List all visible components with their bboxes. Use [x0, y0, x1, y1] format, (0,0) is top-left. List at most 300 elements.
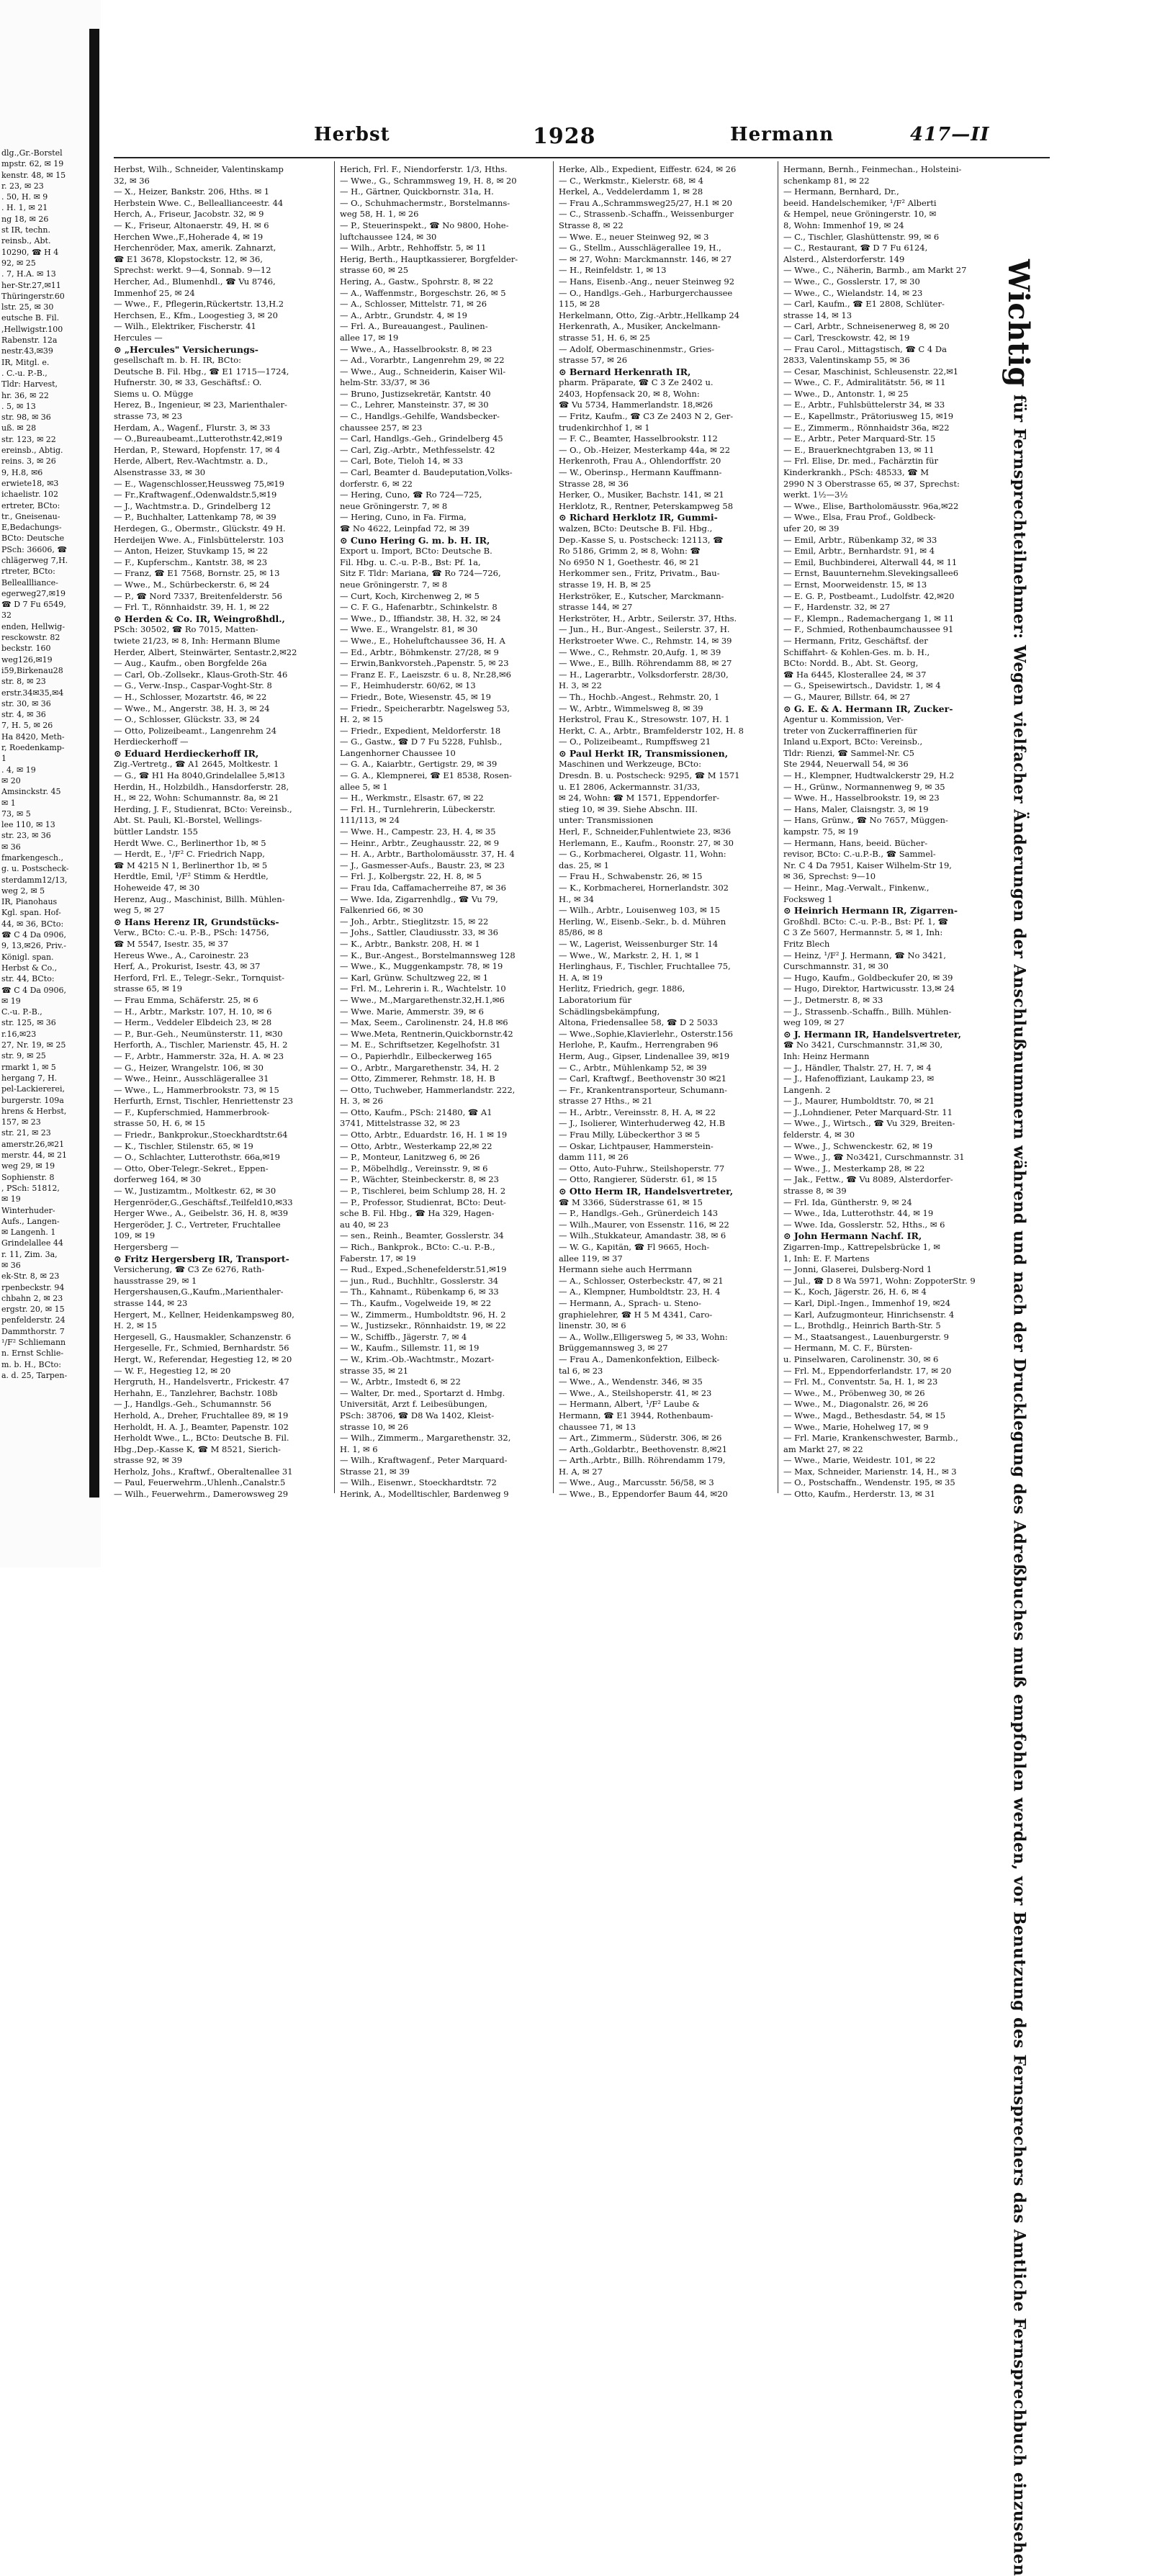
directory-entry: — O., Arbtr., Margarethenstr. 34, H. 2 [340, 1062, 500, 1073]
directory-entry: — E., Brauerknechtgraben 13, ✉ 11 [783, 444, 935, 455]
directory-entry: strasse 144, ✉ 23 [114, 1297, 188, 1308]
fragment-line: , PSch: 51812, [1, 1183, 60, 1193]
directory-entry: — F., Kupferschmied, Hammerbrook- [114, 1107, 270, 1117]
directory-entry: — Wwe. H., Hasselbrookstr. 19, ✉ 23 [783, 793, 940, 803]
directory-entry: — H., Gärtner, Quickbornstr. 31a, H. [340, 186, 494, 197]
directory-entry: Maschinen und Werkzeuge, BCto: [559, 759, 701, 770]
directory-entry: Altona, Friedensallee 58, ☎ D 2 5033 [559, 1017, 719, 1028]
directory-entry: — Rud., Exped.,Schenefelderstr.51,✉19 [340, 1264, 507, 1275]
directory-entry: — H., Grünw., Normannenweg 9, ✉ 35 [783, 781, 945, 792]
directory-entry: Herkströter, H., Arbtr., Seilerstr. 37, Hths. [559, 613, 737, 623]
fragment-line: mpstr. 62, ✉ 19 [1, 159, 64, 169]
fragment-line: r. 11, Zim. 3a, [1, 1249, 58, 1259]
directory-entry: — G., Gastw., ☎ D 7 Fu 5228, Fuhlsb., [340, 737, 503, 747]
directory-entry: — Franz E. F., Laeiszstr. 6 u. 8, Nr.28,✉6 [340, 669, 511, 680]
directory-entry: — Wwe., J., Schwenckestr. 62, ✉ 19 [783, 1140, 933, 1151]
directory-entry: ⊙ Fritz Hergersberg IR, Transport- [114, 1253, 289, 1264]
directory-entry: tal 6, ✉ 23 [559, 1365, 603, 1376]
directory-entry: Hermann siehe auch Herrmann [559, 1264, 692, 1275]
directory-entry: ☎ No 4622, Leinpfad 72, ✉ 39 [340, 523, 470, 533]
directory-entry: — P., Bur.-Geh., Neumünsterstr. 11, ✉30 [114, 1028, 283, 1039]
directory-entry: — Otto, Zimmerer, Rehmstr. 18, H. B [340, 1073, 495, 1084]
fragment-line: Belleallliance- [1, 577, 58, 587]
directory-entry: — Th., Kahnamt., Rübenkamp 6, ✉ 33 [340, 1287, 499, 1297]
directory-entry: — Frl. Ida, Güntherstr. 9, ✉ 24 [783, 1197, 912, 1207]
directory-entry: — C., Lehrer, Mansteinstr. 37, ✉ 30 [340, 400, 489, 410]
directory-entry: — P., Professor, Studienrat, BCto: Deut- [340, 1197, 506, 1207]
directory-entry: 1, Inh: E. F. Martens [783, 1253, 870, 1264]
directory-entry: — W. G., Kapitän, ☎ Fl 9665, Hoch- [559, 1242, 710, 1252]
directory-entry: Hergeselle, Fr., Schmied, Bernhardstr. 56 [114, 1343, 289, 1354]
directory-entry: — Carl, Tresckowstr. 42, ✉ 19 [783, 332, 910, 343]
fragment-line: str. 9, ✉ 25 [1, 1051, 46, 1061]
directory-entry: — Wwe., W., Markstr. 2, H. 1, ✉ 1 [559, 950, 700, 960]
fragment-line: IR, Mitgl. e. [1, 357, 50, 367]
directory-entry: Schiffahrt- & Kohlen-Ges. m. b. H., [783, 647, 930, 657]
fragment-line: chbahn 2, ✉ 23 [1, 1293, 63, 1303]
fragment-line: ☎ C 4 Da 0906, [1, 930, 66, 940]
directory-entry: — K., Tischler, Stilenstr. 65, ✉ 19 [114, 1140, 253, 1151]
fragment-line: 27, Nr. 19, ✉ 25 [1, 1040, 66, 1050]
directory-entry: — Jak., Fettw., ☎ Vu 8089, Alsterdorfer- [783, 1174, 953, 1185]
directory-entry: luftchaussee 124, ✉ 30 [340, 231, 437, 242]
fragment-line: tr., Gneisenau- [1, 511, 60, 521]
directory-entry: Herkt, C. A., Arbtr., Bramfelderstr 102, H. 8 [559, 725, 744, 736]
fragment-line: m. b. H., BCto: [1, 1359, 61, 1369]
directory-entry: Herder, Albert, Steinwärter, Sentastr.2,✉22 [114, 647, 297, 657]
directory-entry: Herdegen, G., Obermstr., Glückstr. 49 H. [114, 523, 286, 533]
directory-entry: — W., Krim.-Ob.-Wachtmstr., Mozart- [340, 1354, 495, 1364]
page-number: 417—II [910, 124, 990, 145]
directory-entry: — P., Monteur, Lanitzweg 6, ✉ 26 [340, 1152, 480, 1163]
directory-entry: allee 5, ✉ 1 [340, 781, 388, 792]
directory-entry: — Otto, Tuchweber, Hammerlandstr. 222, [340, 1084, 516, 1095]
fragment-line: erwiete18, ✉3 [1, 478, 59, 488]
directory-entry: strasse 144, ✉ 27 [559, 602, 633, 613]
left-page-margin [0, 0, 101, 1567]
fragment-line: . 4, ✉ 19 [1, 765, 36, 775]
directory-entry: strasse 92, ✉ 39 [114, 1455, 183, 1466]
directory-entry: — G., Heizer, Wrangelstr. 106, ✉ 30 [114, 1062, 264, 1073]
fragment-line: str. 123, ✉ 22 [1, 434, 56, 444]
directory-entry: — X., Heizer, Bankstr. 206, Hths. ✉ 1 [114, 186, 270, 197]
directory-entry: strasse 19, H. B, ✉ 25 [559, 579, 652, 590]
directory-entry: 85/86, ✉ 8 [559, 927, 603, 938]
directory-entry: — Hermann, Albert, ¹/F² Laube & [559, 1399, 700, 1410]
directory-entry: — Arth.,Goldarbtr., Beethovenstr. 8,✉21 [559, 1444, 728, 1454]
directory-entry: — Wwe., M., Schürbeckerstr. 6, ✉ 24 [114, 579, 270, 590]
directory-entry: sche B. Fil. Hbg., ☎ Ha 329, Hagen- [340, 1208, 495, 1219]
directory-entry: Export u. Import, BCto: Deutsche B. [340, 546, 492, 557]
directory-entry: trudenkirchhof 1, ✉ 1 [559, 422, 650, 433]
fragment-line: . C.-u. P.-B., [1, 368, 48, 378]
fragment-line: weg 29, ✉ 19 [1, 1161, 55, 1171]
directory-entry: weg 5, ✉ 27 [114, 905, 165, 916]
directory-entry: ⊙ G. E. & A. Hermann IR, Zucker- [783, 703, 953, 714]
directory-entry: — W., Kaufm., Sillemstr. 11, ✉ 19 [340, 1343, 480, 1354]
directory-entry: Brüggemannsweg 3, ✉ 27 [559, 1343, 668, 1354]
directory-entry: strasse 10, ✉ 26 [340, 1421, 409, 1432]
directory-entry: — Joh., Arbtr., Stieglitzstr. 15, ✉ 22 [340, 916, 489, 927]
directory-entry: Siems u. O. Mügge [114, 388, 194, 399]
directory-entry: Hoheweide 47, ✉ 30 [114, 883, 200, 893]
directory-entry: — O., Polizeibeamt., Rumpffsweg 21 [559, 737, 711, 747]
directory-entry: Herig, Berth., Hauptkassierer, Borgfelder- [340, 253, 518, 264]
directory-entry: No 6950 N 1, Goethestr. 46, ✉ 21 [559, 557, 700, 567]
directory-entry: — A., Klempner, Humboldtstr. 23, H. 4 [559, 1287, 721, 1297]
fragment-line: Thüringerstr.60 [1, 291, 65, 301]
directory-entry: ☎ E1 3678, Klopstockstr. 12, ✉ 36, [114, 253, 263, 264]
fragment-line: ✉ 19 [1, 996, 21, 1006]
directory-entry: — Wwe., M., Pröbenweg 30, ✉ 26 [783, 1387, 925, 1398]
fragment-line: egerweg27,✉19 [1, 588, 66, 598]
directory-entry: — Frau H., Schwabenstr. 26, ✉ 15 [559, 871, 703, 882]
directory-entry: Zigarren-Imp., Kattrepelsbrücke 1, ✉ [783, 1242, 940, 1252]
directory-entry: ☎ Ha 6445, Klosterallee 24, ✉ 37 [783, 669, 927, 680]
fragment-line: merstr. 44, ✉ 21 [1, 1150, 68, 1161]
fragment-line: st IR, techn. [1, 225, 50, 235]
directory-entry: — C., Werkmstr., Kielerstr. 68, ✉ 4 [559, 175, 703, 186]
directory-entry: — Karl, Grünw. Schultzweg 22, ✉ 1 [340, 972, 489, 983]
fragment-line: ¹/F² Schliemann [1, 1338, 66, 1348]
directory-entry: Herkströker, E., Kutscher, Marckmann- [559, 590, 724, 601]
directory-entry: — E., Kapellmstr., Prätoriusweg 15, ✉19 [783, 411, 954, 422]
directory-entry: — K., Bur.-Angest., Borstelmannsweg 128 [340, 950, 516, 960]
fragment-line: ergstr. 20, ✉ 15 [1, 1305, 65, 1315]
directory-entry: — P., Steuerinspekt., ☎ No 9800, Hohe- [340, 220, 509, 230]
directory-entry: — Jul., ☎ D 8 Wa 5971, Wohn: ZoppoterStr. 9 [783, 1275, 976, 1286]
directory-entry: — Wwe., K., Muggenkampstr. 78, ✉ 19 [340, 961, 503, 972]
directory-entry: ⊙ Otto Herm IR, Handelsvertreter, [559, 1186, 734, 1197]
directory-entry: — P., Buchhalter, Lattenkamp 78, ✉ 39 [114, 512, 276, 523]
directory-entry: 115, ✉ 28 [559, 299, 600, 310]
directory-entry: — Wwe. E., Wrangelstr. 81, ✉ 30 [340, 624, 478, 635]
directory-entry: Deutsche B. Fil. Hbg., ☎ E1 1715—1724, [114, 366, 289, 377]
fragment-line: dlg.,Gr.-Borstel [1, 148, 63, 158]
directory-entry: — Otto, Arbtr., Westerkamp 22,✉ 22 [340, 1140, 492, 1151]
directory-entry: — Herdt, E., ¹/F² C. Friedrich Napp, [114, 849, 265, 860]
directory-entry: Herm, Aug., Gipser, Lindenallee 39, ✉19 [559, 1050, 730, 1061]
directory-entry: Herke, Alb., Expedient, Eiffestr. 624, ✉ 26 [559, 164, 737, 174]
directory-entry: stieg 10, ✉ 39. Siehe Abschn. III. [559, 803, 698, 814]
fragment-line: E,Bedachungs- [1, 523, 62, 533]
directory-entry: PSch: 30502, ☎ Ro 7015, Matten- [114, 624, 258, 635]
directory-entry: Langenhorner Chaussee 10 [340, 747, 456, 758]
directory-entry: — Arth.,Arbtr., Billh. Röhrendamm 179, [559, 1455, 726, 1466]
directory-entry: — J., Isolierer, Winterhuderweg 42, H.B [559, 1118, 726, 1129]
directory-entry: pharm. Präparate, ☎ C 3 Ze 2402 u. [559, 377, 714, 388]
directory-entry: — E. G. P., Postbeamt., Ludolfstr. 42,✉20 [783, 590, 955, 601]
directory-entry: — Hans, Maler, Claisngstr. 3, ✉ 19 [783, 803, 929, 814]
directory-entry: — Wwe., C., Näherin, Barmb., am Markt 27 [783, 265, 967, 276]
directory-entry: Hergesell, G., Hausmakler, Schanzenstr. 6 [114, 1331, 292, 1342]
directory-entry: Alsenstrasse 33, ✉ 30 [114, 467, 206, 478]
directory-entry: Herling, W., Eisenb.-Sekr., b. d. Mühren [559, 916, 726, 927]
directory-entry: ⊙ J. Hermann IR, Handelsvertreter, [783, 1028, 961, 1040]
fragment-line: rpenbeckstr. 94 [1, 1282, 65, 1292]
directory-entry: ⊙ Eduard Herdieckerhoff IR, [114, 747, 259, 759]
directory-entry: beeid. Handelschemiker, ¹/F² Alberti [783, 197, 937, 208]
directory-entry: — Frl. M., Lehrerin i. R., Wachtelstr. 10 [340, 983, 506, 994]
directory-entry: — W., Justizsekr., Rönnhaidstr. 19, ✉ 22 [340, 1320, 506, 1331]
directory-entry: — Max, Schneider, Marienstr. 14, H., ✉ 3 [783, 1466, 957, 1477]
directory-entry: ⊙ Paul Herkt IR, Transmissionen, [559, 747, 729, 759]
directory-entry: — Wwe., J., Mesterkamp 28, ✉ 22 [783, 1163, 925, 1174]
directory-entry: Inland u.Export, BCto: Vereinsb., [783, 737, 923, 747]
directory-entry: Ro 5186, Grimm 2, ✉ 8, Wohn: ☎ [559, 546, 701, 557]
directory-entry: — Wwe., Aug., Schneiderin, Kaiser Wil- [340, 366, 506, 377]
directory-entry: — Otto, Kaufm., PSch: 21480, ☎ A1 [340, 1107, 492, 1117]
directory-entry: — Wwe., F., Pflegerin,Rückertstr. 13,H.2 [114, 299, 284, 310]
directory-entry: — Oskar, Lichtpauser, Hammerstein- [559, 1140, 714, 1151]
directory-entry: neue Gröningerstr. 7, ✉ 8 [340, 500, 448, 511]
directory-entry: Herchsen, E., Kfm., Loogestieg 3, ✉ 20 [114, 310, 278, 320]
fragment-line: C.-u. P.-B., [1, 1007, 42, 1017]
telephone-notice [971, 259, 1035, 2576]
directory-entry: hausstrasse 29, ✉ 1 [114, 1275, 197, 1286]
directory-entry: — J.,Lohndiener, Peter Marquard-Str. 11 [783, 1107, 953, 1117]
directory-entry: H. A, ✉ 19 [559, 972, 603, 983]
directory-column-3 [559, 164, 766, 1500]
fragment-line: n. Ernst Schlie- [1, 1348, 64, 1359]
directory-entry: — M. E., Schriftsetzer, Kegelhofstr. 31 [340, 1040, 501, 1050]
directory-entry: — F. C., Beamter, Hasselbrookstr. 112 [559, 433, 718, 444]
fragment-line: str. 30, ✉ 36 [1, 698, 51, 708]
directory-entry: — E., Zimmerm., Rönnhaidstr 36a, ✉22 [783, 422, 950, 433]
fragment-line: . H. 1, ✉ 21 [1, 203, 48, 213]
directory-entry: — P., Tischlerei, beim Schlump 28, H. 2 [340, 1186, 506, 1197]
fragment-line: rtreter, BCto: [1, 567, 55, 577]
fragment-line: beckstr. 160 [1, 644, 51, 654]
directory-entry: weg 109, ✉ 27 [783, 1017, 845, 1028]
fragment-line: str. 21, ✉ 23 [1, 1128, 51, 1138]
directory-entry: twiete 21/23, ✉ 8, Inh: Hermann Blume [114, 635, 281, 646]
fragment-line: nestr.43,✉39 [1, 346, 53, 356]
directory-entry: H. 2, ✉ 15 [340, 714, 383, 725]
directory-entry: schenkamp 81, ✉ 22 [783, 175, 870, 186]
directory-entry: Herkel, A., Veddelerdamm 1, ✉ 28 [559, 186, 703, 197]
directory-entry: Herkenroth, Frau A., Ohlendorffstr. 20 [559, 456, 721, 467]
directory-entry: — Carl, Ob.-Zollsekr., Klaus-Groth-Str. 46 [114, 669, 288, 680]
directory-entry: büttler Landstr. 155 [114, 827, 198, 837]
directory-entry: Strasse 21, ✉ 39 [340, 1466, 410, 1477]
directory-entry: — C. F. G., Hafenarbtr., Schinkelstr. 8 [340, 602, 498, 613]
fragment-line: penfelderstr. 24 [1, 1315, 66, 1325]
directory-entry: allee 17, ✉ 19 [340, 332, 399, 343]
fragment-line: reinsb., Abt. [1, 236, 51, 246]
directory-entry: — J., Maurer, Humboldtstr. 70, ✉ 21 [783, 1096, 935, 1107]
directory-entry: Herfurth, Ernst, Tischler, Henriettenstr 23 [114, 1096, 294, 1107]
directory-entry: — Paul, Feuerwehrm.,Uhlenh.,Canalstr.5 [114, 1477, 286, 1488]
directory-entry: Herich, Frl. F., Niendorferstr. 1/3, Hths. [340, 164, 508, 174]
directory-entry: — Otto, Kaufm., Herderstr. 13, ✉ 31 [783, 1489, 935, 1500]
fragment-line: str. 98, ✉ 36 [1, 413, 51, 423]
directory-entry: — W., Zimmerm., Humboldtstr. 96, H. 2 [340, 1309, 506, 1320]
directory-entry: — Wwe., Elise, Bartholomäusstr. 96a,✉22 [783, 500, 959, 511]
fragment-line: uß. ✉ 28 [1, 423, 37, 433]
directory-entry: — Wwe., Elsa, Frau Prof., Goldbeck- [783, 512, 936, 523]
directory-entry: — Wwe., E., Billh. Röhrendamm 88, ✉ 27 [559, 658, 732, 669]
directory-entry: — H., Werkmstr., Elsastr. 67, ✉ 22 [340, 793, 484, 803]
directory-entry: Ste 2944, Neuerwall 54, ✉ 36 [783, 759, 909, 770]
directory-entry: — C., Strassenb.-Schaffn., Weissenburger [559, 209, 734, 220]
directory-entry: — Hering, Cuno, ☎ Ro 724—725, [340, 490, 482, 500]
directory-entry: — Frl. M., Eppendorferlandstr. 17, ✉ 20 [783, 1365, 952, 1376]
directory-entry: — O.,Bureaubeamt.,Lutterothstr.42,✉19 [114, 433, 283, 444]
fragment-line: Aufs., Langen- [1, 1216, 60, 1226]
directory-entry: Hergenröder,G.,Geschäftsf.,Teilfeld10,✉33 [114, 1197, 293, 1207]
fragment-line: str. 44, BCto: [1, 974, 55, 984]
book-gutter [89, 29, 99, 1498]
directory-entry: werkt. 1½—3½ [783, 490, 848, 500]
directory-entry: — O., Papierhdlr., Eilbeckerweg 165 [340, 1050, 492, 1061]
directory-entry: gesellschaft m. b. H. IR, BCto: [114, 355, 241, 366]
directory-entry: — Friedr., Bote, Wiesenstr. 45, ✉ 19 [340, 691, 491, 702]
fragment-line: ek-Str. 8, ✉ 23 [1, 1271, 60, 1282]
fragment-line: ✉ 36 [1, 842, 21, 852]
directory-page [107, 86, 1057, 2576]
directory-entry: Herhold, A., Dreher, Fruchtallee 89, ✉ 19 [114, 1410, 289, 1420]
directory-entry: — F., Hardenstr. 32, ✉ 27 [783, 602, 891, 613]
directory-entry: — Wwe., C., Wielandstr. 14, ✉ 23 [783, 287, 923, 298]
fragment-line: Königl. span. [1, 952, 54, 962]
fragment-line: 9, 13,✉26, Priv.- [1, 941, 66, 951]
directory-entry: — Hermann, A., Sprach- u. Steno- [559, 1297, 701, 1308]
directory-entry: — J., Hafenoffiziant, Laukamp 23, ✉ [783, 1073, 935, 1084]
directory-entry: Herford, Frl. E., Telegr.-Sekr., Tornquist- [114, 972, 285, 983]
directory-entry: — J., Wachtmstr.a. D., Grindelberg 12 [114, 500, 271, 511]
directory-entry: neue Gröningerstr. 7, ✉ 8 [340, 579, 448, 590]
directory-entry: Hbg.,Dep.-Kasse K, ☎ M 8521, Sierich- [114, 1444, 281, 1454]
directory-entry: — K., Korbmacherei, Hornerlandstr. 302 [559, 883, 729, 893]
directory-entry: — Wwe., M., Diagonalstr. 26, ✉ 26 [783, 1399, 929, 1410]
fragment-line: str. 8, ✉ 23 [1, 677, 46, 687]
directory-entry: — Emil, Buchbinderei, Alterwall 44, ✉ 11 [783, 557, 958, 567]
directory-entry: — Frl. T., Rönnhaidstr. 39, H. 1, ✉ 22 [114, 602, 270, 613]
directory-entry: H. 2, ✉ 15 [114, 1320, 157, 1331]
directory-entry: — G., ☎ H1 Ha 8040,Grindelallee 5,✉13 [114, 770, 285, 781]
directory-entry: — H. A., Arbtr., Bartholomäusstr. 37, H. 4 [340, 849, 515, 860]
fragment-line: ✉ 19 [1, 1194, 21, 1204]
directory-entry: Herchenröder, Max, amerik. Zahnarzt, [114, 243, 276, 253]
directory-entry: 111/113, ✉ 24 [340, 815, 400, 826]
directory-entry: Sitz F. Tldr: Mariana, ☎ Ro 724—726, [340, 568, 501, 579]
directory-entry: — K., Friseur, Altonaerstr. 49, H. ✉ 6 [114, 220, 269, 230]
directory-entry: — Wwe., A., Wendenstr. 346, ✉ 35 [559, 1377, 703, 1387]
directory-entry: revisor, BCto: C.-u.P.-B., ☎ Sammel- [783, 849, 936, 860]
directory-entry: strasse 27 Hths., ✉ 21 [559, 1096, 653, 1107]
directory-entry: Großhdl. BCto: C.-u. P.-B., Bst: Pf. 1, ☎ [783, 916, 948, 927]
directory-entry: Sprechst: werkt. 9—4, Sonnab. 9—12 [114, 265, 271, 276]
fragment-line: Sophienstr. 8 [1, 1172, 55, 1182]
directory-entry: — W., Schiffb., Jägerstr. 7, ✉ 4 [340, 1331, 467, 1342]
fragment-line: Ha 8420, Meth- [1, 731, 65, 742]
directory-entry: Herdin, H., Holzbildh., Hansdorferstr. 28, [114, 781, 289, 792]
directory-entry: — Otto, Rangierer, Süderstr. 61, ✉ 15 [559, 1174, 717, 1185]
directory-entry: — Fritz, Kaufm., ☎ C3 Ze 2403 N 2, Ger- [559, 411, 734, 422]
directory-entry: — O., Ob.-Heizer, Mesterkamp 44a, ✉ 22 [559, 444, 731, 455]
directory-entry: — Karl, Aufzugmonteur, Hinrichsenstr. 4 [783, 1309, 955, 1320]
directory-entry: — G., Speisewirtsch., Davidstr. 1, ✉ 4 [783, 680, 941, 691]
directory-entry: Herkstroeter Wwe. C., Rehmstr. 14, ✉ 39 [559, 635, 732, 646]
directory-entry: 8, Wohn: Immenhof 19, ✉ 24 [783, 220, 904, 230]
directory-entry: — O., Schlachter, Lutterothstr. 66a,✉19 [114, 1152, 280, 1163]
fragment-line: IR, Pianohaus [1, 897, 58, 907]
directory-column-4 [783, 164, 976, 1500]
directory-entry: — W., Oberinsp., Hermann Kauffmann- [559, 467, 722, 478]
directory-entry: u. E1 2806, Ackermannstr. 31/33, [559, 781, 701, 792]
directory-entry: — G., Maurer, Billstr. 64, ✉ 27 [783, 691, 911, 702]
directory-entry: — Frl. A., Bureauangest., Paulinen- [340, 321, 488, 332]
fragment-line: ☎ C 4 Da 0906, [1, 985, 66, 995]
directory-entry: Hering, A., Gastw., Spohrstr. 8, ✉ 22 [340, 276, 494, 287]
notice-text: für Fernsprechteilnehmer: Wegen vielfacher Änderungen der Anschlußnummern während und nach der Drucklegung des Adreßbuches muß empfohlen werden, vor Benutzung des Fernsprechers das Amtliche Fernsprechbuch einzusehen [1009, 395, 1029, 2576]
fragment-line: pel-Lackiererei, [1, 1084, 66, 1094]
directory-entry: — Carl, Handlgs.-Geh., Grindelberg 45 [340, 433, 503, 444]
fragment-line: str. 125, ✉ 36 [1, 1018, 56, 1028]
directory-entry: Laboratorium für [559, 994, 631, 1005]
fragment-line: reins. 3, ✉ 26 [1, 456, 56, 467]
directory-entry: — J., Strassenb.-Schaffn., Billh. Mühlen- [783, 1006, 952, 1017]
fragment-line: i59,Birkenau28 [1, 665, 63, 675]
directory-entry: chaussee 257, ✉ 23 [340, 422, 423, 433]
directory-entry: Hufnerstr. 30, ✉ 33, Geschäftsf.: O. [114, 377, 262, 388]
directory-entry: Herholdt Wwe., L., BCto: Deutsche B. Fil. [114, 1433, 289, 1444]
fragment-line: ✉ 36 [1, 1260, 21, 1270]
directory-entry: — Wilh., Arbtr., Louisenweg 103, ✉ 15 [559, 905, 721, 916]
directory-entry: Herdeijen Wwe. A., Finlsbüttelerstr. 103 [114, 534, 284, 545]
directory-entry: — Hermann, Fritz, Geschäftsf. der [783, 635, 928, 646]
directory-entry: — Wilh.,Maurer, von Essenstr. 116, ✉ 22 [559, 1219, 729, 1230]
directory-entry: — Wwe., L., Hammerbrookstr. 73, ✉ 15 [114, 1084, 279, 1095]
directory-entry: — Carl, Bote, Tieloh 14, ✉ 33 [340, 456, 464, 467]
fragment-line: weg 2, ✉ 5 [1, 886, 45, 896]
directory-entry: — G., Verw.-Insp., Caspar-Voght-Str. 8 [114, 680, 272, 691]
directory-entry: Zig.-Vertretg., ☎ A1 2645, Moltkestr. 1 [114, 759, 279, 770]
directory-entry: am Markt 27, ✉ 22 [783, 1444, 863, 1454]
directory-entry: — Art., Zimmerm., Süderstr. 306, ✉ 26 [559, 1433, 722, 1444]
directory-entry: PSch: 38706, ☎ D8 Wa 1402, Kleist- [340, 1410, 495, 1420]
directory-entry: — Ernst, Bauunternehm.Slevekingsallee6 [783, 568, 959, 579]
directory-entry: ⊙ „Hercules" Versicherungs- [114, 343, 258, 355]
directory-entry: Herker, O., Musiker, Bachstr. 141, ✉ 21 [559, 490, 724, 500]
directory-entry: — Th., Kaufm., Vogelweide 19, ✉ 22 [340, 1297, 492, 1308]
directory-entry: — Th., Hochb.-Angest., Rehmstr. 20, 1 [559, 691, 720, 702]
directory-entry: H., ✉ 34 [559, 893, 594, 904]
directory-entry: Herdieckerhoff — [114, 737, 189, 747]
directory-entry: — Carl, Zig.-Arbtr., Methfesselstr. 42 [340, 444, 495, 455]
fragment-line: ichaelistr. 102 [1, 490, 58, 500]
directory-entry: dorferweg 164, ✉ 30 [114, 1174, 202, 1185]
fragment-line: str. 23, ✉ 36 [1, 831, 51, 841]
directory-entry: — H., Arbtr., Markstr. 107, H. 10, ✉ 6 [114, 1006, 272, 1017]
directory-entry: Herdam, A., Wagenf., Flurstr. 3, ✉ 33 [114, 422, 271, 433]
directory-entry: — W., Arbtr., Wimmelsweg 8, ✉ 39 [559, 703, 703, 713]
directory-entry: — E., Arbtr., Peter Marquard-Str. 15 [783, 433, 936, 444]
directory-entry: — Wwe., M.,Margarethenstr.32,H.1,✉6 [340, 994, 505, 1005]
directory-entry: strasse 8, ✉ 39 [783, 1186, 847, 1197]
directory-entry: — F., Arbtr., Hammerstr. 32a, H. A. ✉ 23 [114, 1050, 284, 1061]
directory-entry: — Wwe., A., Steilshoperstr. 41, ✉ 23 [559, 1387, 712, 1398]
directory-entry: — H., Klempner, Hudtwalckerstr 29, H.2 [783, 770, 955, 781]
fragment-line: her-Str.27,✉11 [1, 280, 61, 290]
directory-entry: — Franz, ☎ E1 7568, Bornstr. 25, ✉ 13 [114, 568, 280, 579]
fragment-line: str. 4, ✉ 36 [1, 710, 46, 720]
directory-entry: — Frau Emma, Schäferstr. 25, ✉ 6 [114, 994, 258, 1005]
directory-entry: au 40, ✉ 23 [340, 1219, 389, 1230]
directory-entry: — Cesar, Maschinist, Schleusenstr. 22,✉1 [783, 366, 959, 377]
directory-entry: Universität, Arzt f. Leibesübungen, [340, 1399, 487, 1410]
